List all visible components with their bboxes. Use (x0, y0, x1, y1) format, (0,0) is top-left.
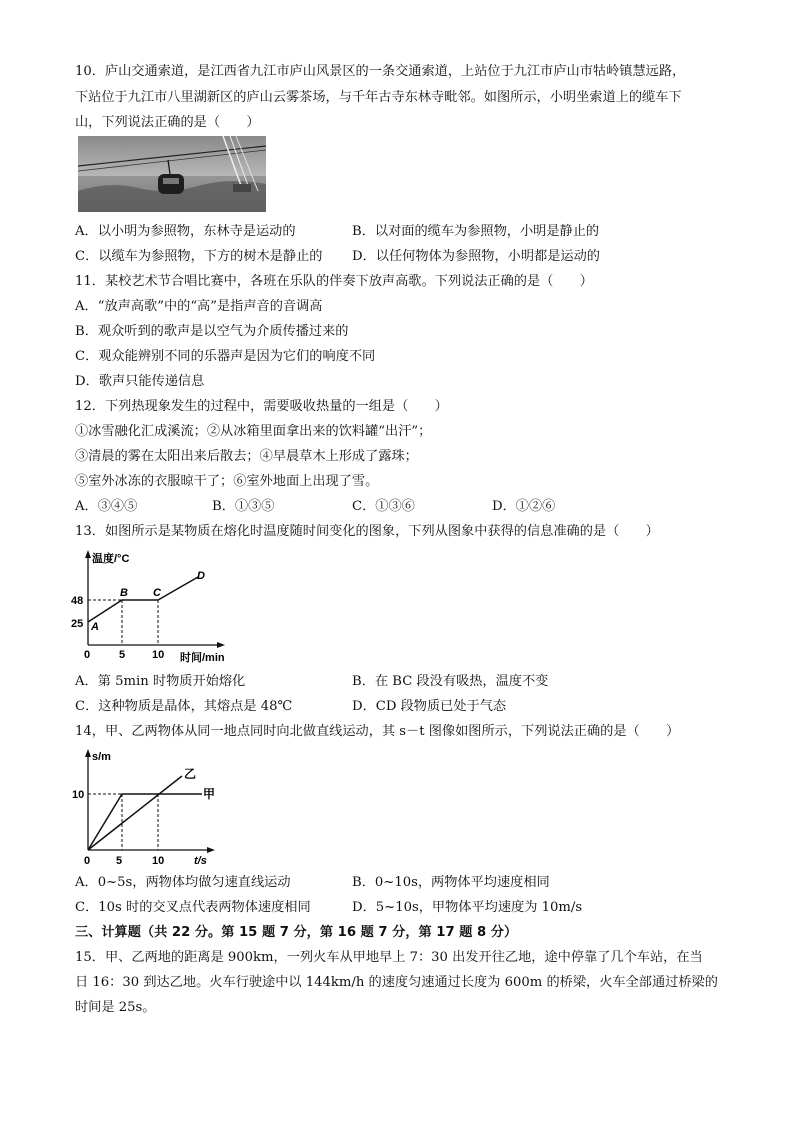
graph13-origin: 0 (84, 649, 91, 661)
graph14-x-arrow (207, 847, 215, 853)
q12-item-3: ⑤室外冰冻的衣服晾干了；⑥室外地面上出现了雪。 (75, 474, 379, 489)
graph13-y-arrow (85, 550, 91, 558)
graph13-point-d: D (197, 570, 205, 582)
q12-option-b: B．①③⑤ (212, 499, 275, 514)
graph13-tick-10: 10 (152, 649, 165, 661)
graph13-xlabel: 时间/min (180, 652, 225, 664)
q13-option-b: B．在 BC 段没有吸热，温度不变 (352, 674, 549, 689)
graph13-x-arrow (217, 642, 225, 648)
graph13-point-c: C (153, 587, 161, 599)
q11-option-d: D．歌声只能传递信息 (75, 374, 205, 389)
graph14-ylabel: s/m (92, 751, 111, 763)
section3-heading: 三、计算题（共 22 分。第 15 题 7 分，第 16 题 7 分，第 17 题 8 分） (75, 925, 518, 940)
q12-option-c: C．①③⑥ (352, 499, 415, 514)
q14-option-d: D．5~10s，甲物体平均速度为 10m/s (352, 900, 583, 915)
graph14-xlabel: t/s (194, 855, 207, 867)
q10-line-1: 10．庐山交通索道，是江西省九江市庐山风景区的一条交通索道，上站位于九江市庐山市牯岭镇慧远路， (75, 64, 686, 79)
graph14-line-yi (88, 776, 182, 850)
q11-option-b: B．观众听到的歌声是以空气为介质传播过来的 (75, 324, 349, 339)
graph14-y-arrow (85, 749, 91, 757)
graph13-point-b: B (120, 587, 128, 599)
q13-option-c: C．这种物质是晶体，其熔点是 48℃ (75, 699, 293, 714)
cable-car-photo (78, 136, 266, 212)
q14-option-b: B．0~10s，两物体平均速度相同 (352, 875, 550, 890)
q12-item-2: ③清晨的雾在太阳出来后散去；④早晨草木上形成了露珠； (75, 449, 418, 464)
q12-stem: 12．下列热现象发生的过程中，需要吸收热量的一组是（ ） (75, 399, 448, 414)
q14-stem: 14，甲、乙两物体从同一地点同时向北做直线运动，其 s－t 图像如图所示，下列说法正确的是（ ） (75, 724, 680, 739)
q10-line-3: 山，下列说法正确的是（ ） (75, 115, 260, 130)
q12-item-1: ①冰雪融化汇成溪流；②从冰箱里面拿出来的饮料罐“出汗”； (75, 424, 432, 439)
q10-option-a: A．以小明为参照物，东林寺是运动的 (75, 224, 296, 239)
graph13-ylabel: 温度/°C (92, 553, 130, 565)
melting-graph (70, 548, 240, 666)
q13-option-a: A．第 5min 时物质开始熔化 (75, 674, 246, 689)
graph14-origin: 0 (84, 855, 91, 867)
graph13-tick-25: 25 (71, 618, 84, 630)
graph13-tick-5: 5 (119, 649, 126, 661)
graph13-point-a: A (91, 621, 99, 633)
q15-line-2: 日 16：30 到达乙地。火车行驶途中以 144km/h 的速度匀速通过长度为 600m 的桥梁，火车全部通过桥梁的 (75, 975, 718, 990)
q11-stem: 11．某校艺术节合唱比赛中，各班在乐队的伴奏下放声高歌。下列说法正确的是（ ） (75, 274, 593, 289)
st-graph (70, 746, 230, 870)
q10-line-2: 下站位于九江市八里湖新区的庐山云雾茶场，与千年古寺东林寺毗邻。如图所示，小明坐索道上的缆车下 (75, 90, 682, 105)
q13-option-d: D．CD 段物质已处于气态 (352, 699, 507, 714)
q15-line-3: 时间是 25s。 (75, 1000, 156, 1015)
graph13-tick-48: 48 (71, 595, 84, 607)
q10-option-c: C．以缆车为参照物，下方的树木是静止的 (75, 249, 323, 264)
graph14-tick-10: 10 (72, 789, 85, 801)
q13-stem: 13．如图所示是某物质在熔化时温度随时间变化的图象，下列从图象中获得的信息准确的是（ ） (75, 524, 659, 539)
q10-option-d: D．以任何物体为参照物，小明都是运动的 (352, 249, 600, 264)
q11-option-c: C．观众能辨别不同的乐器声是因为它们的响度不同 (75, 349, 376, 364)
graph14-label-jia: 甲 (203, 787, 216, 801)
graph14-line-jia (88, 794, 202, 850)
q14-option-a: A．0~5s，两物体均做匀速直线运动 (75, 875, 291, 890)
graph14-tick-5: 5 (116, 855, 123, 867)
q12-option-d: D．①②⑥ (492, 499, 556, 514)
q10-option-b: B．以对面的缆车为参照物，小明是静止的 (352, 224, 600, 239)
graph14-label-yi: 乙 (184, 767, 197, 781)
graph14-tick-10x: 10 (152, 855, 165, 867)
q12-option-a: A．③④⑤ (75, 499, 138, 514)
q15-line-1: 15．甲、乙两地的距离是 900km，一列火车从甲地早上 7：30 出发开往乙地，途中停靠了几个车站，在当 (75, 950, 703, 965)
q11-option-a: A．“放声高歌”中的“高”是指声音的音调高 (75, 299, 323, 314)
q14-option-c: C．10s 时的交叉点代表两物体速度相同 (75, 900, 311, 915)
